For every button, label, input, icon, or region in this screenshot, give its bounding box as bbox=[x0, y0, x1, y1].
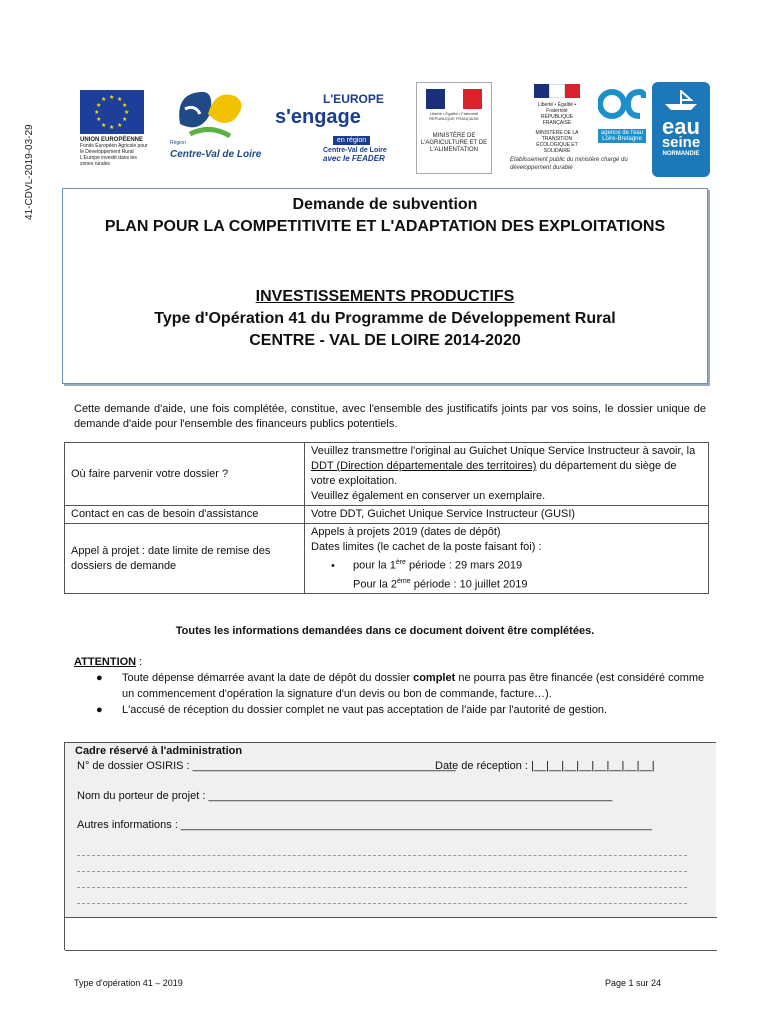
marianne-flag-icon bbox=[426, 89, 482, 109]
eu-flag-icon: ★ ★ ★ ★ ★ ★ ★ ★ ★ ★ ★ ★ bbox=[80, 90, 144, 134]
table-row bbox=[65, 524, 709, 594]
deadline-period-2 bbox=[311, 574, 702, 593]
document-reference-code: 41-CDVL-2019-03-29 bbox=[24, 124, 35, 220]
blank-line bbox=[77, 855, 687, 856]
title-box bbox=[62, 188, 708, 384]
eu-logo bbox=[80, 90, 150, 167]
row-label-contact: Contact en cas de besoin d'assistance bbox=[65, 506, 305, 524]
admin-bottom-row bbox=[65, 917, 717, 951]
republique-francaise-label: Liberté • Égalité • Fraternité RÉPUBLIQUE FRANÇAISE bbox=[429, 111, 479, 121]
ddt-link: DDT (Direction départementale des territoires) bbox=[311, 460, 537, 472]
attention-item1-b: ne pourra pas être financée (est considéré comme un commencement d'opération la signature d'un devis ou bon de commande, facture…). bbox=[122, 672, 705, 700]
attention-item bbox=[74, 702, 714, 718]
attention-item1-bold: complet bbox=[413, 672, 456, 684]
row-value-deadline bbox=[305, 524, 709, 594]
ministere-agri-text: MINISTÈRE DE L'AGRICULTURE ET DE L'ALIMENTATION bbox=[420, 133, 488, 153]
attention-colon: : bbox=[136, 656, 143, 668]
row-label-deadline: Appel à projet : date limite de remise des dossiers de demande bbox=[65, 524, 305, 594]
eau-line2: seine bbox=[661, 134, 701, 151]
intro-paragraph: Cette demande d'aide, une fois complétée, constitue, avec l'ensemble des justificatifs joints par vos soins, le dossier unique de demande d'aide pour l'ensemble des financeurs publics potentiels. bbox=[74, 403, 706, 430]
period2-a: Pour la 2 bbox=[353, 578, 398, 591]
osiris-field: N° de dossier OSIRIS : ___________________________________________ bbox=[77, 760, 456, 772]
eau-line1: eau bbox=[662, 114, 700, 139]
period2-sup: ème bbox=[397, 577, 411, 585]
completion-notice: Toutes les informations demandées dans ce document doivent être complétées. bbox=[175, 625, 595, 637]
attention-section bbox=[74, 654, 714, 718]
agence-eau-loire-bretagne-logo bbox=[590, 82, 652, 154]
etablissement-public-text: Etablissement public du ministère chargé du développement durable bbox=[510, 157, 628, 171]
title-line1: Demande de subvention bbox=[292, 196, 478, 213]
title-line4: Type d'Opération 41 du Programme de Développement Rural bbox=[154, 310, 616, 327]
table-row bbox=[65, 443, 709, 506]
bullet-icon: ● bbox=[96, 672, 103, 684]
eu-title: UNION EUROPÉENNE bbox=[80, 137, 144, 143]
table-row bbox=[65, 506, 709, 524]
bullet-icon: ● bbox=[96, 704, 103, 716]
submission-text-a: Veuillez transmettre l'original au Guichet Unique Service Instructeur à savoir, la bbox=[311, 445, 696, 457]
boat-icon bbox=[661, 88, 701, 112]
period1-a: pour la 1 bbox=[353, 559, 396, 572]
period1-b: période : 29 mars 2019 bbox=[405, 559, 523, 572]
row-value-contact: Votre DDT, Guichet Unique Service Instructeur (GUSI) bbox=[305, 506, 709, 524]
deadline-period-1 bbox=[311, 555, 702, 574]
deadline-line2: Dates limites (le cachet de la poste faisant foi) : bbox=[311, 541, 542, 553]
title-line5: CENTRE - VAL DE LOIRE 2014-2020 bbox=[249, 332, 521, 349]
title-line2: PLAN POUR LA COMPETITIVITE ET L'ADAPTATION DES EXPLOITATIONS bbox=[104, 218, 666, 235]
ministere-agriculture-logo bbox=[416, 82, 492, 174]
bullet-icon: • bbox=[331, 559, 335, 572]
agence-wave-icon bbox=[598, 84, 646, 124]
footer-operation-type: Type d'opération 41 – 2019 bbox=[74, 978, 183, 988]
row-label-submission: Où faire parvenir votre dossier ? bbox=[65, 443, 305, 506]
eu-caption-2: L'Europe investit dans les zones rurales bbox=[80, 155, 137, 167]
europe-line1: L'EUROPE bbox=[323, 92, 384, 106]
row-value-submission bbox=[305, 443, 709, 506]
europe-line3: en région bbox=[333, 136, 370, 145]
centre-val-de-loire-logo bbox=[170, 84, 290, 164]
submission-text-c: Veuillez également en conserver un exemplaire. bbox=[311, 490, 546, 502]
europe-line5: avec le FEADER bbox=[323, 154, 385, 163]
period1-sup: ère bbox=[395, 559, 406, 566]
cvl-region-label: Région bbox=[170, 140, 186, 146]
info-table bbox=[64, 442, 709, 594]
attention-item bbox=[74, 670, 714, 702]
republique-francaise-label-2: Liberté • Égalité • Fraternité RÉPUBLIQUE FRANÇAISE bbox=[537, 102, 577, 126]
cvl-name: Centre-Val de Loire bbox=[170, 149, 262, 160]
blank-line bbox=[77, 903, 687, 904]
blank-line bbox=[77, 871, 687, 872]
blank-line bbox=[77, 887, 687, 888]
title-line3: INVESTISSEMENTS PRODUCTIFS bbox=[255, 288, 515, 305]
agence-name: agence de l'eau Loire-Bretagne bbox=[598, 129, 646, 143]
project-holder-field: Nom du porteur de projet : __________________________________________________________________ bbox=[77, 790, 613, 802]
eu-caption: Fonds Européen Agricole pour le Développement Rural bbox=[80, 143, 148, 155]
deadline-line1: Appels à projets 2019 (dates de dépôt) bbox=[311, 526, 501, 538]
period2-b: période : 10 juillet 2019 bbox=[410, 578, 528, 591]
attention-heading: ATTENTION bbox=[74, 656, 137, 668]
eau-seine-normandie-logo bbox=[652, 82, 710, 177]
footer-page-number: Page 1 sur 24 bbox=[605, 978, 662, 988]
europe-sengage-logo bbox=[275, 92, 395, 172]
submission-text-b: du département du siège de votre exploitation. bbox=[311, 460, 677, 487]
eau-line3: NORMANDIE bbox=[662, 151, 700, 157]
other-info-field: Autres informations : _____________________________________________________________________________ bbox=[77, 819, 652, 831]
attention-item1-a: Toute dépense démarrée avant la date de dépôt du dossier bbox=[122, 672, 414, 684]
admin-title: Cadre réservé à l'administration bbox=[75, 745, 243, 757]
partner-logos bbox=[80, 82, 710, 182]
ministere-tr-text: MINISTÈRE DE LA TRANSITION ÉCOLOGIQUE ET SOLIDAIRE bbox=[535, 130, 579, 154]
europe-line4: Centre-Val de Loire bbox=[323, 147, 387, 154]
marianne-flag-icon-2 bbox=[534, 84, 580, 98]
reception-date-field: Date de réception : |__|__|__|__|__|__|__|__| bbox=[435, 760, 655, 772]
attention-item2: L'accusé de réception du dossier complet ne vaut pas acceptation de l'aide par l'autorité de gestion. bbox=[122, 704, 608, 716]
admin-reserved-frame bbox=[64, 742, 716, 950]
cvl-emblem-icon bbox=[170, 84, 250, 146]
europe-line2: s'engage bbox=[275, 106, 361, 128]
